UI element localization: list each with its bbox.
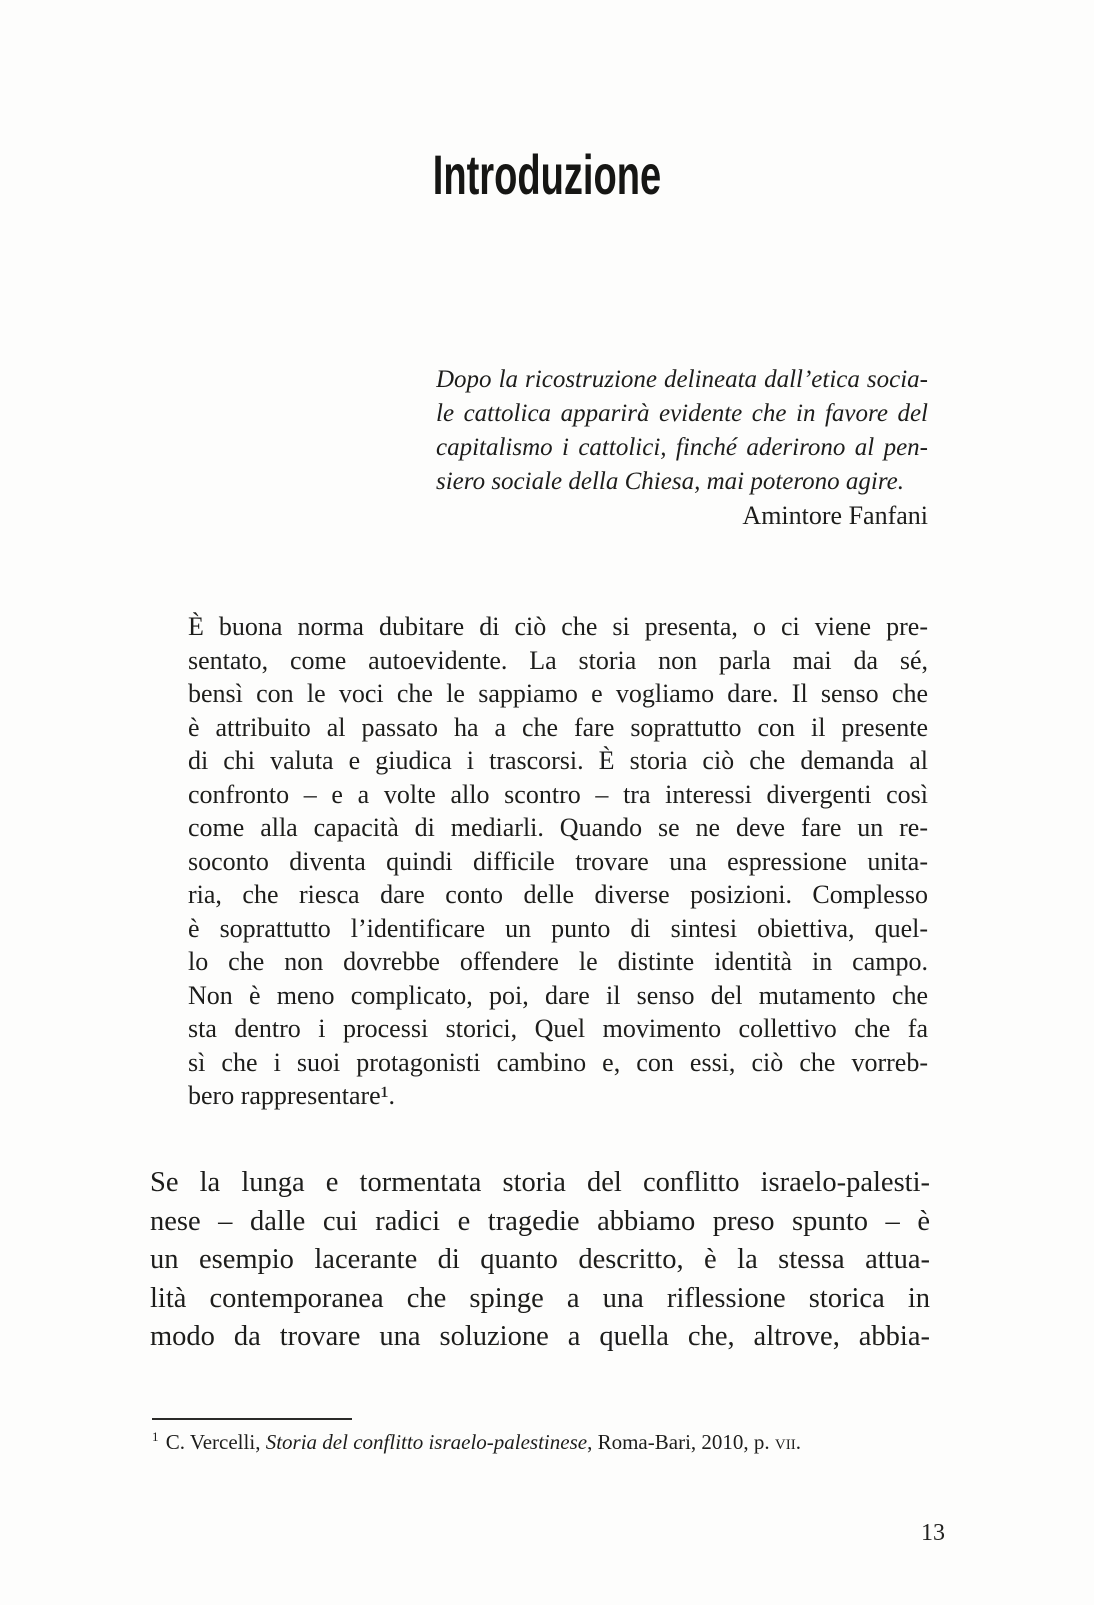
epigraph xyxy=(436,363,928,533)
chapter-title xyxy=(0,143,1094,218)
text-line: siero sociale della Chiesa, mai poterono agire. xyxy=(436,468,905,495)
text-line: bensì con le voci che le sappiamo e vogliamo dare. Il senso che xyxy=(188,679,928,708)
text-line: soconto diventa quindi difficile trovare una espressione unita- xyxy=(188,846,928,876)
text-line: ria, che riesca dare conto delle diverse posizioni. Complesso xyxy=(188,880,928,909)
text-line: sentato, come autoevidente. La storia non parla mai da sé, xyxy=(188,645,928,675)
epigraph-quote xyxy=(436,363,928,499)
intro-paragraph xyxy=(188,610,928,1113)
text-line: è attribuito al passato ha a che fare soprattutto con il presente xyxy=(188,712,928,742)
body-paragraph xyxy=(150,1164,930,1357)
text-line: bero rappresentare¹. xyxy=(188,1081,396,1110)
footnote-author: C. Vercelli, xyxy=(165,1430,266,1454)
text-line: le cattolica apparirà evidente che in favore del xyxy=(436,400,928,427)
text-line: lo che non dovrebbe offendere le distinte identità in campo. xyxy=(188,947,928,976)
text-line: sì che i suoi protagonisti cambino e, con essi, ciò che vorreb- xyxy=(188,1047,928,1077)
text-line: Dopo la ricostruzione delineata dall’etica socia- xyxy=(436,366,928,393)
text-line: lità contemporanea che spinge a una riflessione storica in xyxy=(150,1282,930,1314)
footnote-marker: 1 xyxy=(152,1429,159,1444)
text-line: è soprattutto l’identificare un punto di sintesi obiettiva, quel- xyxy=(188,913,928,943)
footnote-page-roman: vii xyxy=(774,1430,796,1454)
text-line: Non è meno complicato, poi, dare il senso del mutamento che xyxy=(188,980,928,1010)
footnote-separator xyxy=(152,1418,352,1420)
text-line: Se la lunga e tormentata storia del conflitto israelo-palesti- xyxy=(150,1167,930,1198)
text-line: modo da trovare una soluzione a quella che, altrove, abbia- xyxy=(150,1321,930,1352)
text-line: confronto – e a volte allo scontro – tra interessi divergenti così xyxy=(188,779,928,809)
text-line: di chi valuta e giudica i trascorsi. È storia ciò che demanda al xyxy=(188,746,928,775)
footnote-publication: , Roma-Bari, 2010, p. xyxy=(587,1430,775,1454)
footnote-work-title: Storia del conflitto israelo-palestinese xyxy=(265,1430,588,1454)
text-line: un esempio lacerante di quanto descritto, è la stessa attua- xyxy=(150,1244,930,1275)
footnote-period: . xyxy=(795,1430,801,1454)
text-line: nese – dalle cui radici e tragedie abbiamo preso spunto – è xyxy=(150,1205,930,1237)
text-line: È buona norma dubitare di ciò che si presenta, o ci viene pre- xyxy=(188,612,928,641)
text-line: come alla capacità di mediarli. Quando se ne deve fare un re- xyxy=(188,813,928,842)
chapter-title-text: Introduzione xyxy=(432,143,662,206)
footnote xyxy=(152,1428,942,1456)
epigraph-attribution: Amintore Fanfani xyxy=(742,501,928,530)
page-number: 13 xyxy=(921,1520,945,1546)
text-line: capitalismo i cattolici, finché aderirono al pen- xyxy=(436,434,928,461)
text-line: sta dentro i processi storici, Quel movimento collettivo che fa xyxy=(188,1014,928,1043)
